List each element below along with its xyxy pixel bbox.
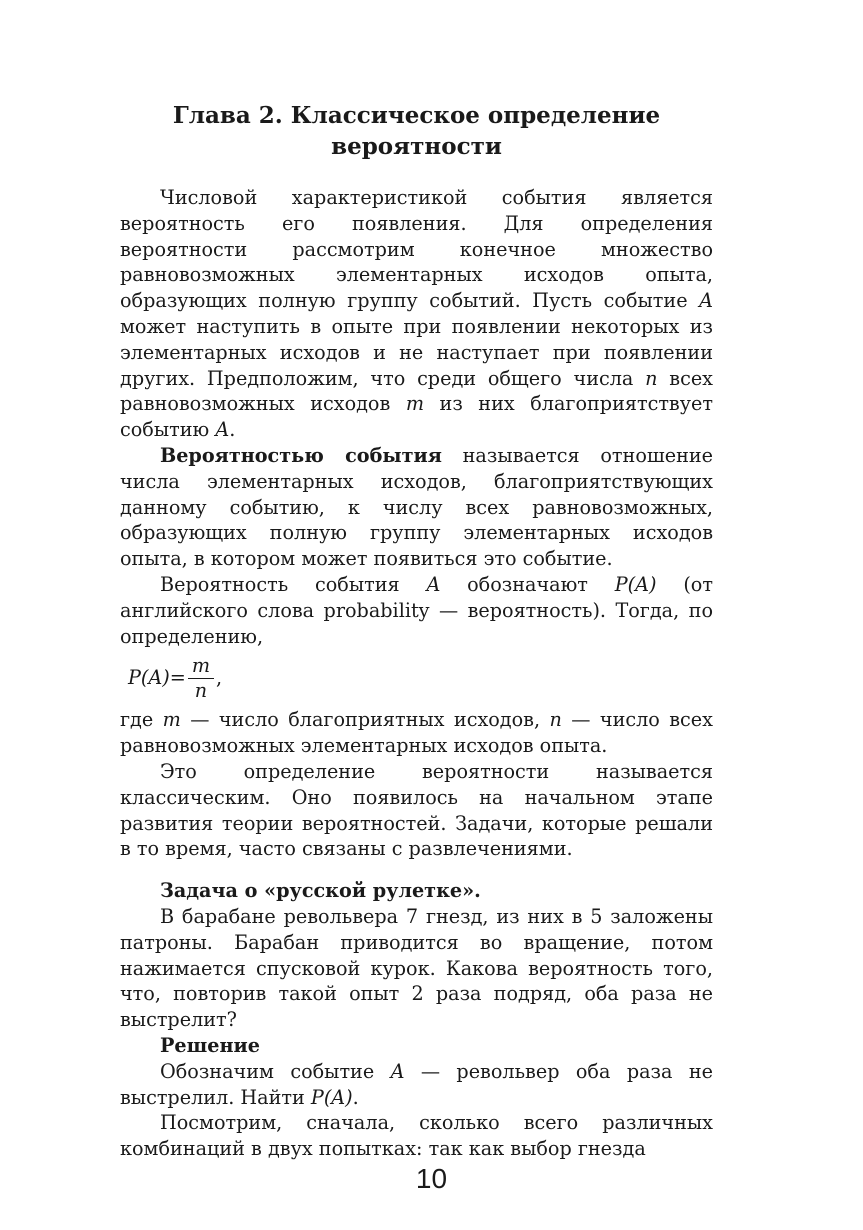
chapter-title-line1: Глава 2. Классическое определение — [172, 102, 661, 129]
classic-paragraph: Это определение вероятности называется классическим. Оно появилось на начальном этапе развития теории вероятностей. Задачи, которые решали в то время, часто связаны с развлечениями. — [120, 759, 713, 861]
problem-paragraph: В барабане револьвера 7 гнезд, из них в 5 заложены патроны. Барабан приводится во вращение, потом нажимается спусковой курок. Какова вероятность того, что, повторив такой опыт 2 раза подряд, оба раза не выстрелит? — [120, 904, 713, 1032]
formula-fraction — [188, 654, 214, 703]
probability-formula — [120, 649, 713, 707]
where-paragraph: где m — число благоприятных исходов, n — число всех равновозможных элементарных исходов опыта. — [120, 708, 713, 758]
chapter-title-line2: вероятности — [331, 133, 502, 160]
definition-term: Вероятностью события — [160, 443, 442, 467]
notation-paragraph: Вероятность события A обозначают P(A) (от английского слова probability — вероятность). Тогда, по определению, — [120, 572, 713, 648]
solution-paragraph: Обозначим событие A — револьвер оба раза не выстрелил. Найти P(A). — [120, 1059, 713, 1109]
solution-next-paragraph: Посмотрим, сначала, сколько всего различных комбинаций в двух попытках: так как выбор гнезда — [120, 1111, 713, 1161]
page-number: 10 — [415, 1163, 448, 1194]
formula-comma: , — [216, 666, 223, 690]
formula-lhs: P(A) — [128, 666, 170, 690]
solution-title: Решение — [160, 1033, 260, 1057]
formula-eq: = — [169, 666, 186, 690]
formula-numerator: m — [188, 654, 214, 679]
body-text — [120, 185, 713, 1162]
formula-denominator: n — [194, 678, 208, 702]
intro-paragraph: Числовой характеристикой события является вероятность его появления. Для определения вероятности рассмотрим конечное множество равновозможных элементарных исходов опыта, образующих полную группу событий. Пусть событие A может наступить в опыте при появлении некоторых из элементарных исходов и не наступает при появлении других. Предположим, что среди общего числа n всех равновозможных исходов m из них благоприятствует событию A. — [120, 186, 714, 442]
definition-paragraph: Вероятностью события называется отношение числа элементарных исходов, благоприятствующих данному событию, к числу всех равновозможных, образующих полную группу элементарных исходов опыта, в котором может появиться это событие. — [120, 443, 713, 571]
problem-title: Задача о «русской рулетке». — [160, 879, 481, 903]
chapter-title — [120, 100, 713, 162]
